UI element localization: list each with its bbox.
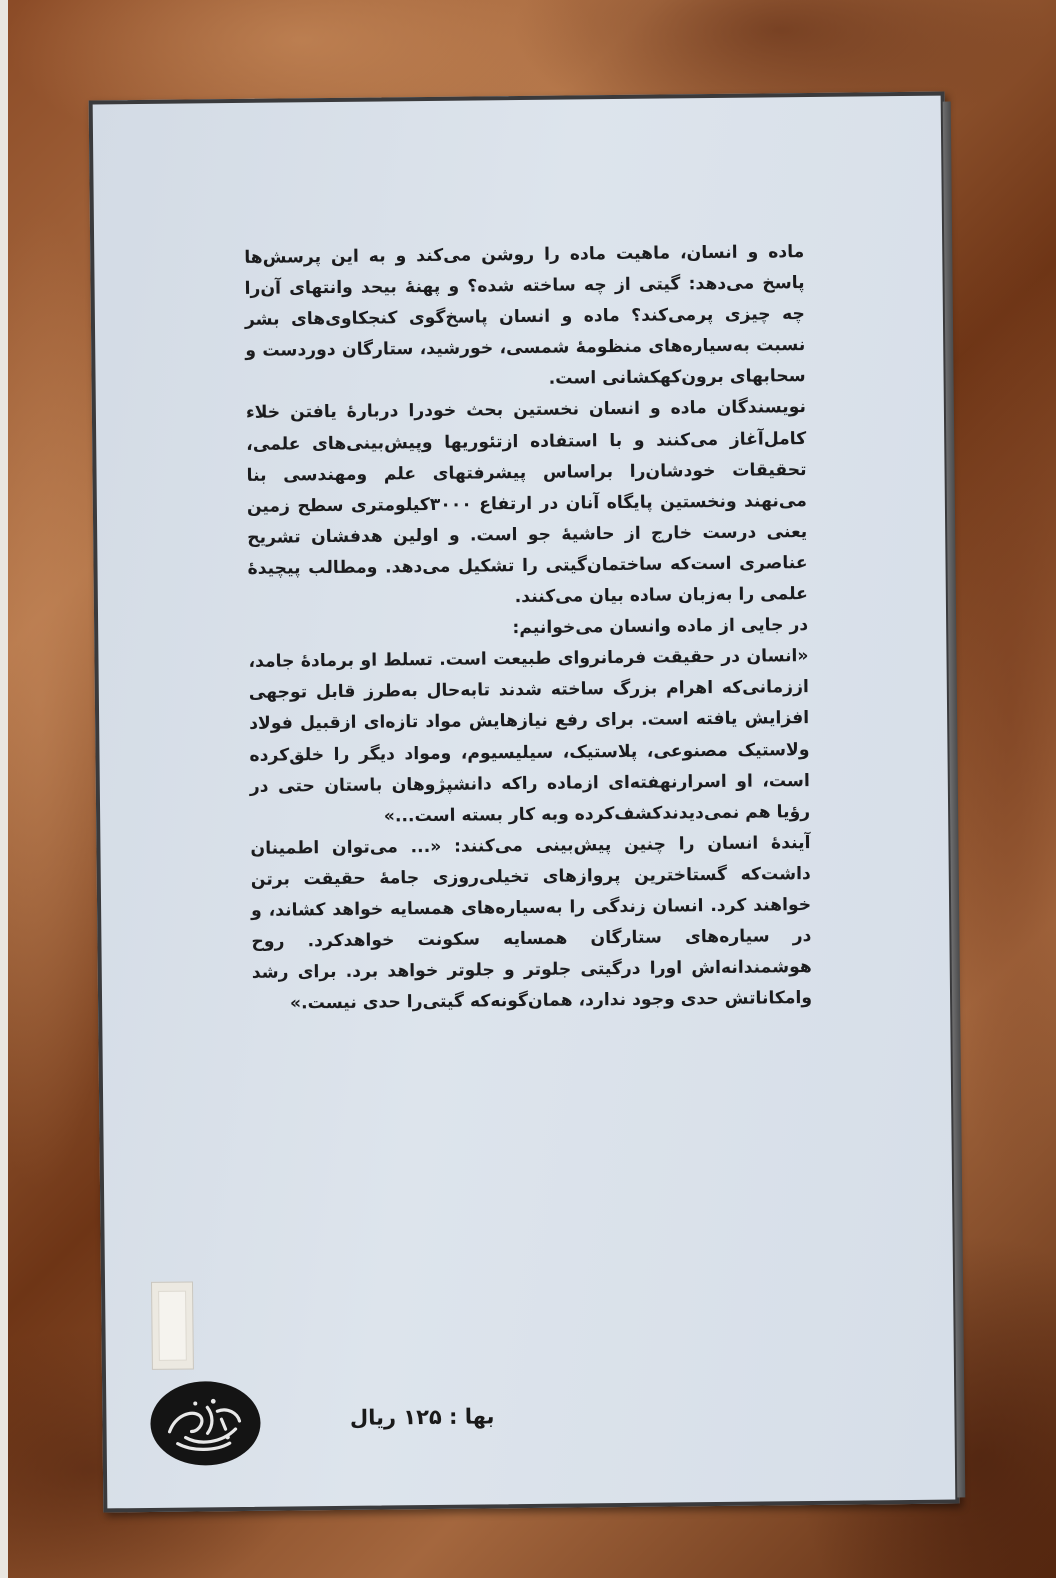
library-sticker [151,1281,194,1369]
publisher-logo [150,1381,261,1466]
paragraph: در جایی از ماده وانسان می‌خوانیم: [512,615,809,639]
price-label: بها : ۱۲۵ ریال [349,1404,495,1430]
book-back-cover [89,92,960,1513]
paragraph: ماده و انسان، ماهیت ماده را روشن می‌کند و به این پرسش‌ها پاسخ می‌دهد: گیتی از چه ساخته شده؟ و پهنهٔ بیحد وانتهای آن‌را چه چیزی پرمی‌کند؟ ماده و انسان پاسخ‌گوی کنجکاوی‌های بشر نسبت به‌سیاره‌های منظومهٔ شمسی، خورشید، ستارگان دوردست و سحابهای برون‌کهکشانی است. [244,242,806,390]
book-spine-edge [943,101,966,1497]
paragraph: نویسندگان ماده و انسان نخستین بحث خودرا دربارهٔ یافتن خلاء کامل‌آغاز می‌کنند و با استفاده ازتئوریها وپیش‌بینی‌های علمی، تحقیقات خودشان‌را براساس پیشرفتهای علم ومهندسی بنا می‌نهند ونخستین پایگاه آنان در ارتفاع ۳۰۰۰کیلومتری سطح زمین یعنی درست خارج از حاشیهٔ جو است. و اولین هدفشان تشریح عناصری است‌که ساختمان‌گیتی را تشکیل می‌دهد. ومطالب پیچیدهٔ علمی را به‌زبان ساده بیان می‌کنند. [245,397,808,608]
paragraph: آیندهٔ انسان را چنین پیش‌بینی می‌کنند: «... می‌توان اطمینان داشت‌که گستاخترین پروازهای تخیلی‌روزی جامهٔ حقیقت برتن خواهند کرد. انسان زندگی را به‌سیاره‌های همسایه خواهد کشاند، و در سیاره‌های ستارگان همسایه سکونت خواهدکرد. روح هوشمندانه‌اش اورا درگیتی جلوتر و جلوتر خواهد برد. برای رشد وامکاناتش حدی وجود ندارد، همان‌گونه‌که گیتی‌را حدی نیست.» [250,832,813,1014]
publisher-calligraphy-logo-icon [155,1385,256,1462]
quote-paragraph: «انسان در حقیقت فرمانروای طبیعت است. تسلط او برمادهٔ جامد، اززمانی‌که اهرام بزرگ ساخته شدند تابه‌حال به‌طرز قابل توجهی افزایش یافته است. برای رفع نیازهایش مواد تازه‌ای ازقبیل فولاد ولاستیک مصنوعی، پلاستیک، سیلیسیوم، ومواد دیگر را خلق‌کرده است، او اسرارنهفته‌ای ازماده راکه دانشپژوهان باستان حتی در رؤیا هم نمی‌دیدندکشف‌کرده وبه کار بسته است...» [248,646,811,827]
back-cover-text [244,237,812,1020]
photo-left-edge [0,0,8,1578]
